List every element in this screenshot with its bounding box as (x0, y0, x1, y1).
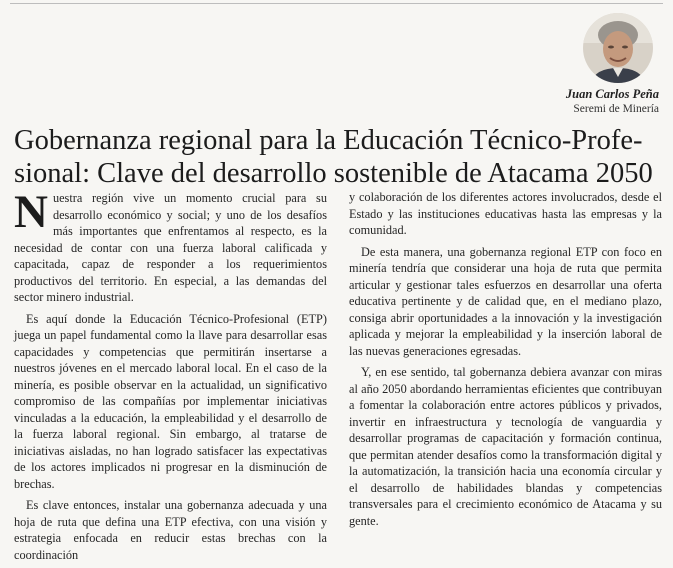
paragraph-5: Y, en ese sentido, tal gobernanza debiera avanzar con miras al año 2050 abordando herramientas eficientes que contribuyan a fomentar la colaboración entre actores públicos y privados, invertir en infraestructura y tecnología de vanguardia y desarrollar programas de capacitación y formación continua, que permitan atender desafíos como la transformación digital y la automatización, la transición hacia una economía circular y el desarrollo de habilidades blandas y competencias transversales para el crecimiento económico de Atacama y su gente. (349, 365, 662, 528)
author-name: Juan Carlos Peña (565, 87, 659, 101)
headline-line-1: Gobernanza regional para la Educación Técnico-Profe- (14, 125, 643, 156)
paragraph-1-text: uestra región vive un momento crucial para su desarrollo económico y social; y uno de los desafíos más importantes que enfrentamos al respecto, es la necesidad de contar con una fuerza laboral calificada y capacitada, capaz de responder a los requerimientos productivos del territorio. En especial, a las demandas del sector minero industrial. (14, 191, 327, 304)
headline-line-2: sional: Clave del desarrollo sostenible de Atacama 2050 (14, 158, 653, 189)
paragraph-1 (14, 186, 327, 306)
article-column-left (14, 186, 327, 568)
paragraph-4: De esta manera, una gobernanza regional ETP con foco en minería tendría que considerar una hoja de ruta que permita articular y gestionar tales esfuerzos en desarrollar una oferta educativa pertinente y de calidad que, en el mediano plazo, consiga abrir oportunidades a la innovación y la investigación aplicada y mejorar la empleabilidad y la inserción laboral de las nuevas generaciones egresadas. (349, 244, 662, 358)
paragraph-2: Es aquí donde la Educación Técnico-Profesional (ETP) juega un papel fundamental como la llave para desarrollar esas capacidades y competencias que permitirán insertarse a nuestros jóvenes en el mercado laboral local. En el caso de la minería, es posible observar en la actualidad, un significativo compromiso de las compañías por implementar iniciativas vinculadas a la educación, la empleabilidad y el desarrollo de la fuerza laboral regional. Sin embargo, al tratarse de iniciativas aisladas, no han logrado satisfacer las expectativas de los actores implicados ni progresar en la disminución de brechas. (14, 311, 327, 491)
paragraph-3-continued: y colaboración de los diferentes actores involucrados, desde el Estado y las instituciones educativas hasta las empresas y la comunidad. (349, 190, 662, 237)
top-rule (10, 3, 663, 4)
dropcap: N (14, 186, 48, 238)
author-photo (583, 13, 653, 83)
article-column-right (349, 189, 662, 534)
paragraph-3: Es clave entonces, instalar una gobernanza adecuada y una hoja de ruta que defina una ETP efectiva, con una visión y estrategia enfocada en reducir estas brechas con la coordinación (14, 498, 327, 562)
author-role: Seremi de Minería (573, 103, 659, 115)
headline (14, 124, 662, 190)
